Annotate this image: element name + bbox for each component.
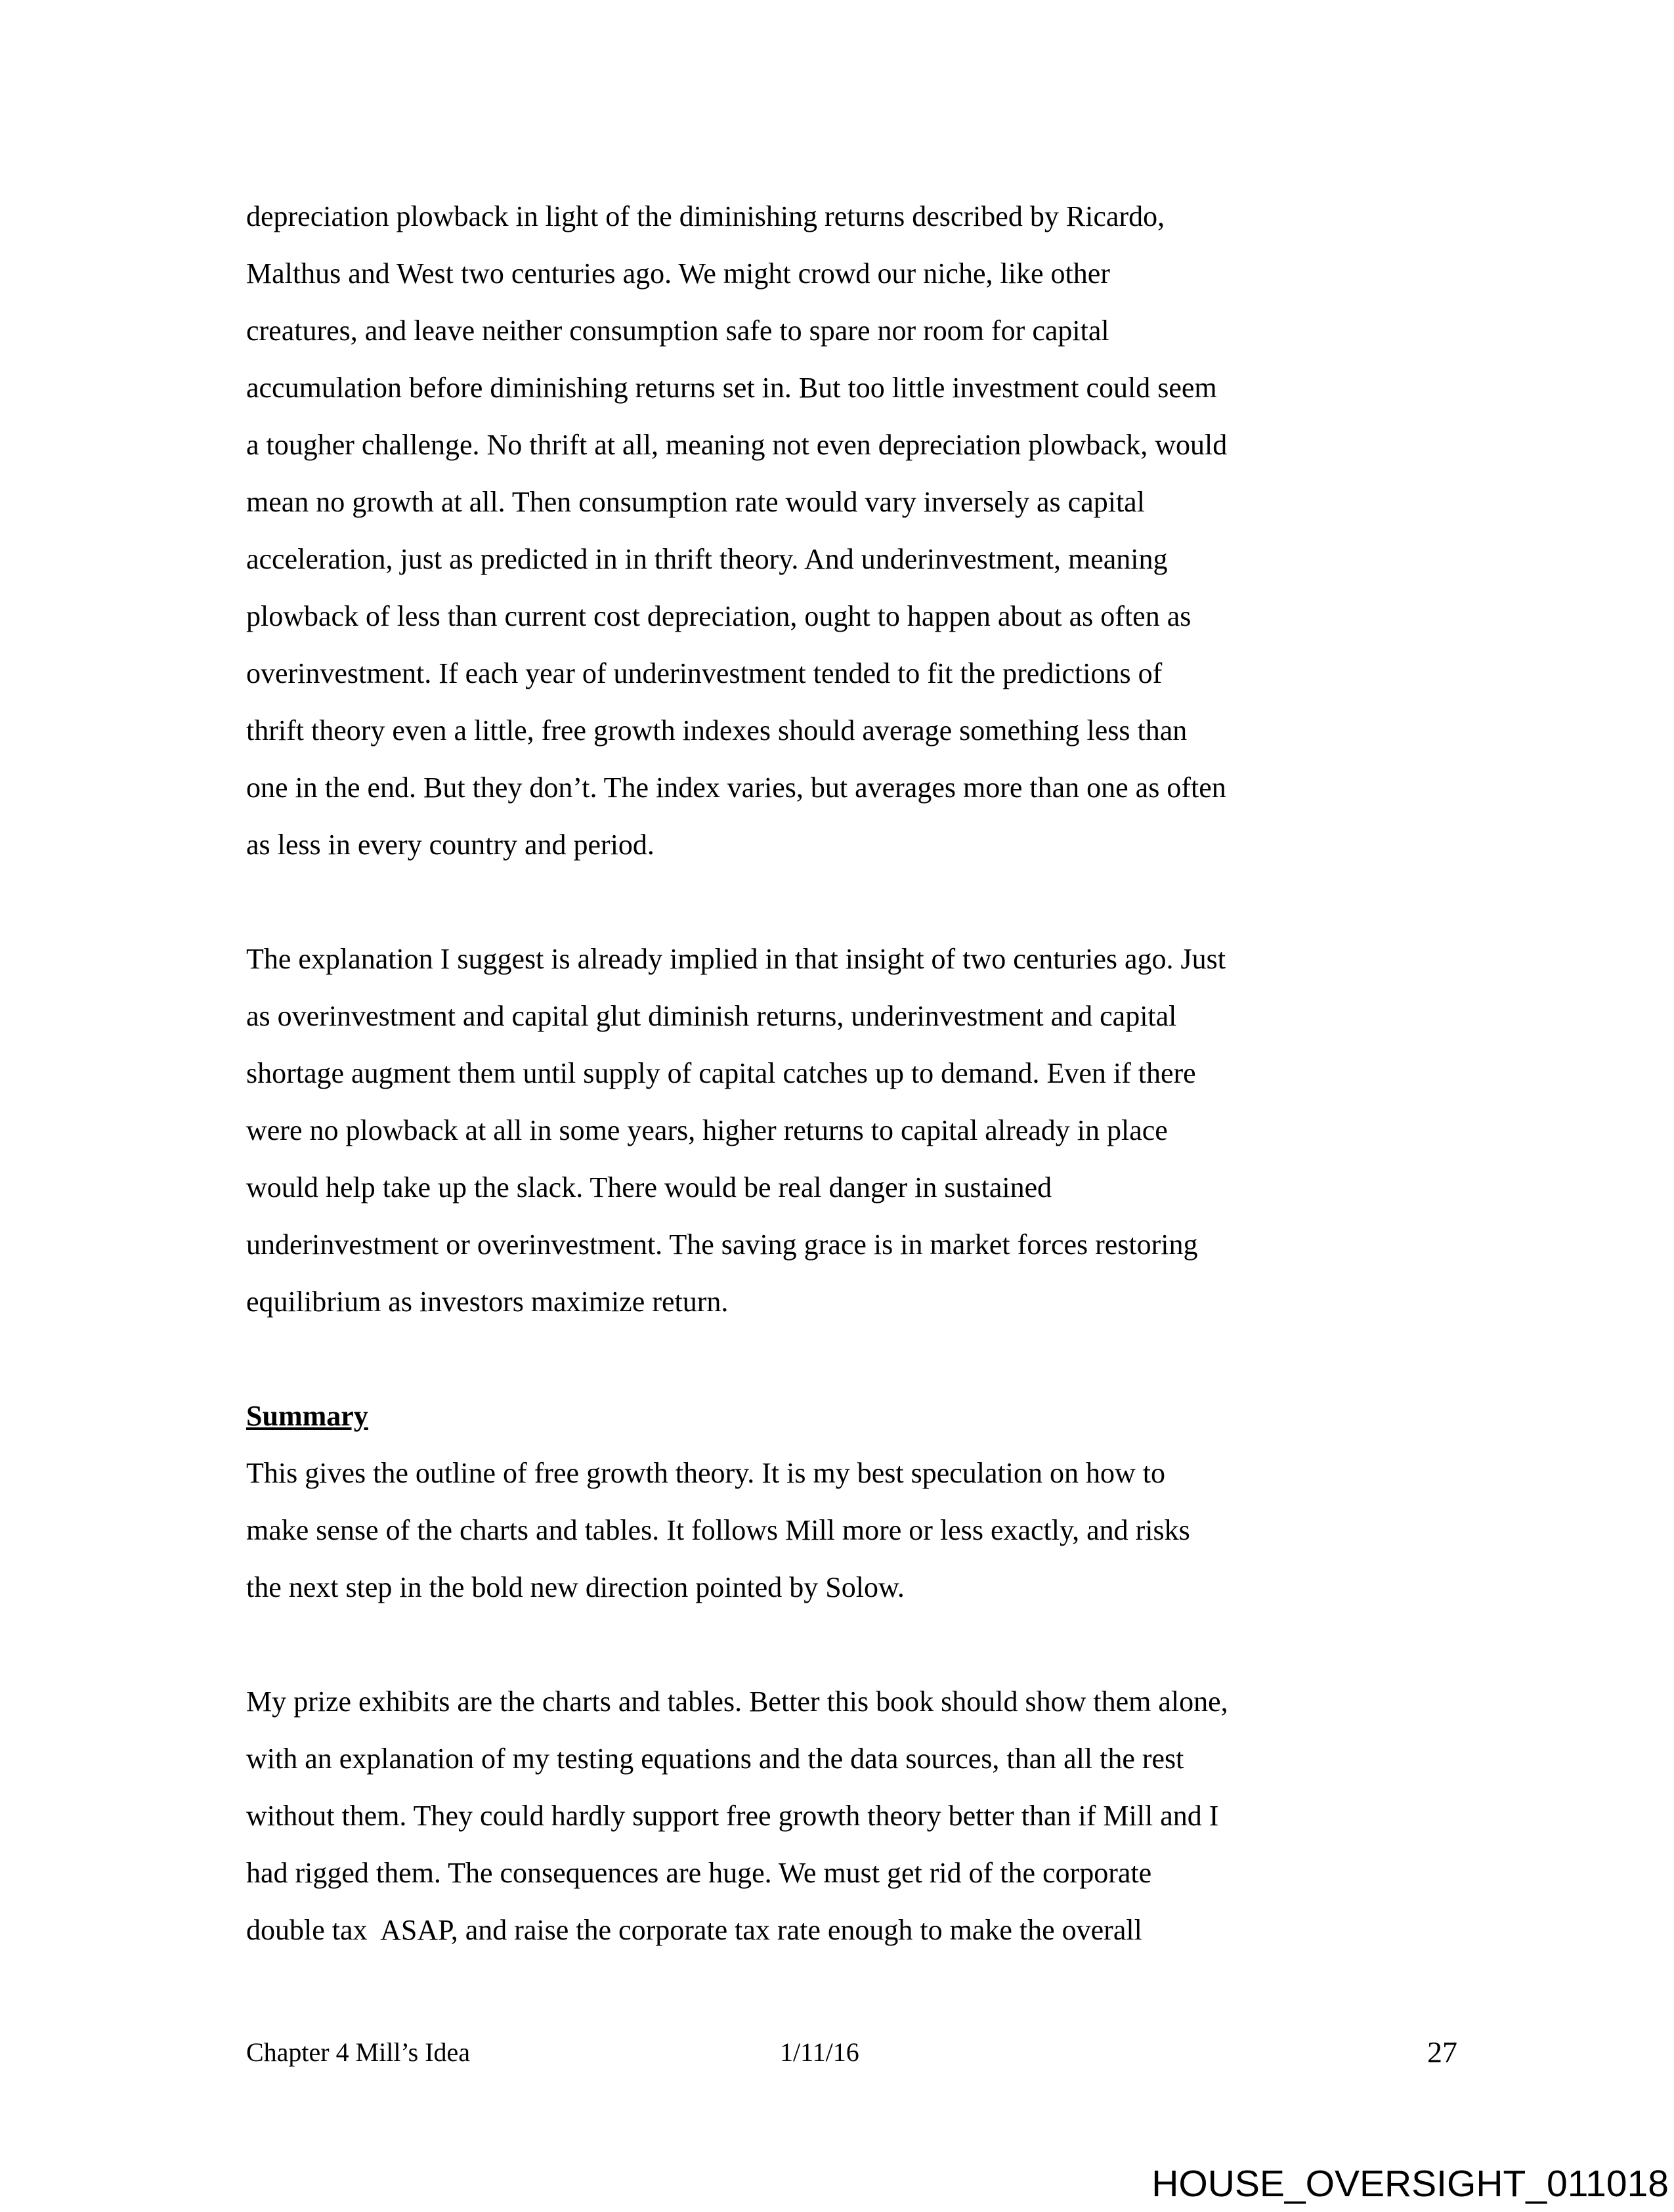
body-text-block — [246, 188, 1461, 2016]
text-line: had rigged them. The consequences are huge. We must get rid of the corporate — [246, 1857, 1152, 1889]
text-line: the next step in the bold new direction pointed by Solow. — [246, 1571, 905, 1603]
text-line: accumulation before diminishing returns set in. But too little investment could seem — [246, 372, 1217, 404]
footer-chapter-title: Chapter 4 Mill’s Idea — [246, 2037, 471, 2067]
text-line: overinvestment. If each year of underinvestment tended to fit the predictions of — [246, 657, 1163, 689]
bates-stamp-watermark: HOUSE_OVERSIGHT_011018 — [1151, 2163, 1669, 2205]
text-line: This gives the outline of free growth theory. It is my best speculation on how to — [246, 1457, 1165, 1489]
text-line: My prize exhibits are the charts and tables. Better this book should show them alone, — [246, 1685, 1228, 1718]
heading-text: Summary — [246, 1400, 368, 1432]
paragraph — [246, 1673, 1461, 1959]
text-line: mean no growth at all. Then consumption rate would vary inversely as capital — [246, 486, 1145, 518]
text-line: thrift theory even a little, free growth indexes should average something less than — [246, 714, 1188, 747]
text-line: shortage augment them until supply of capital catches up to demand. Even if there — [246, 1057, 1196, 1089]
text-line: The explanation I suggest is already implied in that insight of two centuries ago. Just — [246, 943, 1226, 975]
text-line: as overinvestment and capital glut diminish returns, underinvestment and capital — [246, 1000, 1177, 1032]
footer-page-number: 27 — [1427, 2035, 1457, 2069]
text-line: double tax ASAP, and raise the corporate tax rate enough to make the overall — [246, 1914, 1142, 1946]
text-line: without them. They could hardly support free growth theory better than if Mill and I — [246, 1800, 1219, 1832]
paragraph — [246, 1444, 1461, 1616]
text-line: plowback of less than current cost depreciation, ought to happen about as often as — [246, 600, 1191, 632]
text-line: Malthus and West two centuries ago. We might crowd our niche, like other — [246, 257, 1110, 290]
text-line: a tougher challenge. No thrift at all, meaning not even depreciation plowback, would — [246, 429, 1228, 461]
text-line: make sense of the charts and tables. It follows Mill more or less exactly, and risks — [246, 1514, 1190, 1546]
text-line: underinvestment or overinvestment. The saving grace is in market forces restoring — [246, 1228, 1198, 1261]
text-line: as less in every country and period. — [246, 829, 655, 861]
footer-date: 1/11/16 — [780, 2037, 859, 2067]
paragraph — [246, 930, 1461, 1330]
text-line: with an explanation of my testing equations and the data sources, than all the rest — [246, 1743, 1184, 1775]
text-line: depreciation plowback in light of the diminishing returns described by Ricardo, — [246, 200, 1165, 232]
text-line: were no plowback at all in some years, higher returns to capital already in place — [246, 1114, 1168, 1146]
page-footer — [0, 2034, 1674, 2073]
text-line: equilibrium as investors maximize return. — [246, 1286, 729, 1318]
text-line: one in the end. But they don’t. The index varies, but averages more than one as often — [246, 771, 1226, 804]
text-line: would help take up the slack. There would be real danger in sustained — [246, 1171, 1052, 1204]
text-line: creatures, and leave neither consumption safe to spare nor room for capital — [246, 314, 1109, 347]
section-heading — [246, 1387, 1461, 1444]
text-line: acceleration, just as predicted in in thrift theory. And underinvestment, meaning — [246, 543, 1168, 575]
paragraph — [246, 188, 1461, 873]
